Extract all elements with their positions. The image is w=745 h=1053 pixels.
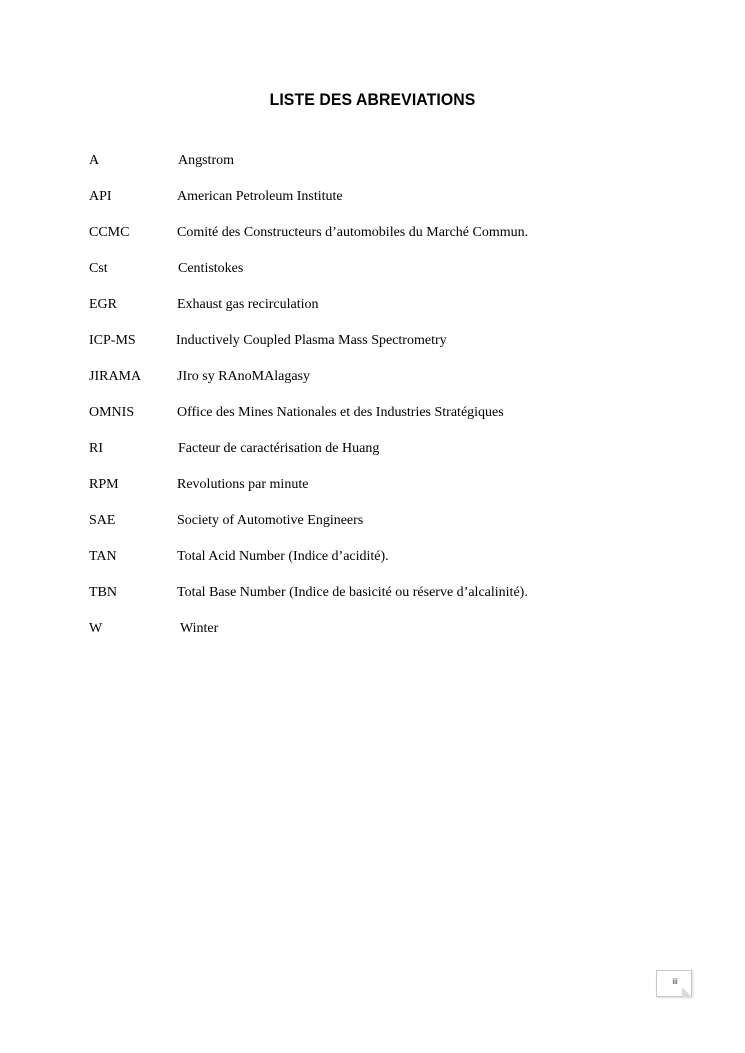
abbreviation-row <box>89 440 689 476</box>
abbreviation-term: TAN <box>89 549 117 564</box>
abbreviation-term: W <box>89 621 103 636</box>
abbreviation-term: SAE <box>89 513 116 528</box>
abbreviation-row <box>89 296 689 332</box>
abbreviation-term: Cst <box>89 261 108 276</box>
abbreviation-term: RI <box>89 441 103 456</box>
abbreviation-term: OMNIS <box>89 405 135 420</box>
abbreviation-row <box>89 404 689 440</box>
page-title: LISTE DES ABREVIATIONS <box>269 90 476 109</box>
page-fold-icon <box>682 987 692 997</box>
abbreviation-row <box>89 512 689 548</box>
abbreviation-row <box>89 620 689 656</box>
abbreviation-definition: Society of Automotive Engineers <box>177 513 364 528</box>
abbreviation-row <box>89 260 689 296</box>
page-number: iii <box>672 977 678 986</box>
abbreviation-definition: Total Base Number (Indice de basicité ou réserve d’alcalinité). <box>177 585 528 600</box>
abbreviation-row <box>89 152 689 188</box>
abbreviation-row <box>89 188 689 224</box>
abbreviation-list <box>89 152 689 656</box>
abbreviation-row <box>89 368 689 404</box>
abbreviation-term: TBN <box>89 585 117 600</box>
abbreviation-definition: Revolutions par minute <box>177 477 309 492</box>
abbreviation-definition: Angstrom <box>178 153 234 168</box>
abbreviation-definition: JIro sy RAnoMAlagasy <box>177 369 310 384</box>
abbreviation-row <box>89 476 689 512</box>
page-number-box <box>656 970 692 997</box>
abbreviation-definition: Comité des Constructeurs d’automobiles du Marché Commun. <box>177 225 529 240</box>
abbreviation-definition: Facteur de caractérisation de Huang <box>178 441 380 456</box>
abbreviation-term: EGR <box>89 297 117 312</box>
abbreviation-definition: American Petroleum Institute <box>177 189 343 204</box>
abbreviation-term: JIRAMA <box>89 369 142 384</box>
abbreviation-definition: Office des Mines Nationales et des Industries Stratégiques <box>177 405 504 420</box>
abbreviation-term: ICP-MS <box>89 333 136 348</box>
abbreviation-row <box>89 584 689 620</box>
abbreviation-definition: Winter <box>180 621 219 636</box>
abbreviation-term: CCMC <box>89 225 130 240</box>
abbreviation-term: API <box>89 189 112 204</box>
abbreviation-definition: Inductively Coupled Plasma Mass Spectrometry <box>176 333 447 348</box>
abbreviation-row <box>89 548 689 584</box>
abbreviation-row <box>89 224 689 260</box>
abbreviation-row <box>89 332 689 368</box>
abbreviation-definition: Total Acid Number (Indice d’acidité). <box>177 549 389 564</box>
abbreviation-term: RPM <box>89 477 119 492</box>
abbreviation-definition: Exhaust gas recirculation <box>177 297 319 312</box>
abbreviation-term: A <box>89 153 100 168</box>
abbreviation-definition: Centistokes <box>178 261 244 276</box>
